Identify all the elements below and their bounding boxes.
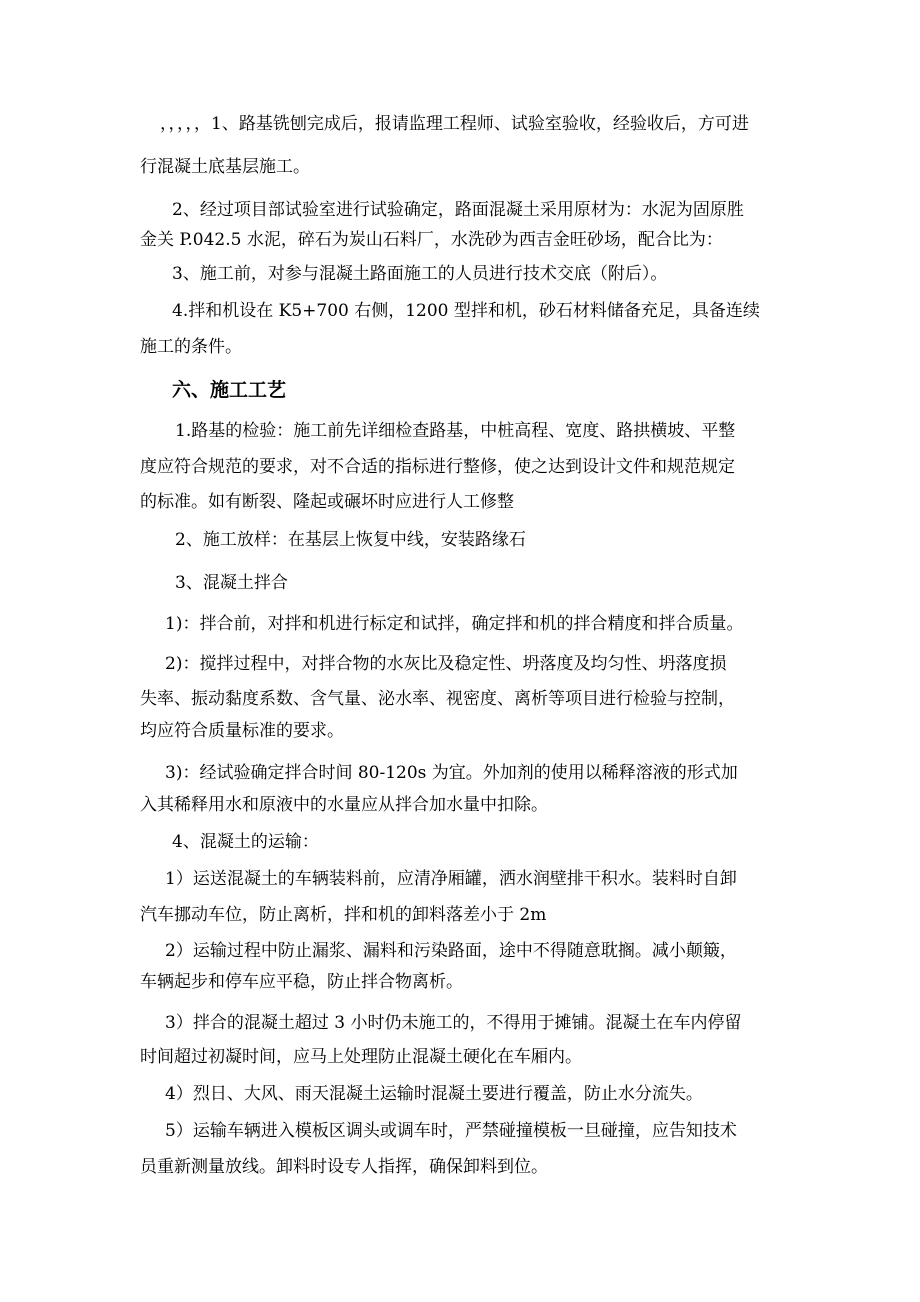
line-text: 4.拌和机设在 K5+700 右侧，1200 型拌和机，砂石材料储备充足，具备连续: [172, 301, 760, 321]
line-text: 3）拌合的混凝土超过 3 小时仍未施工的，不得用于摊铺。混凝土在车内停留: [165, 1013, 742, 1033]
heading-text: 六、施工工艺: [172, 379, 287, 401]
line-text: 车辆起步和停车应平稳，防止拌合物离析。: [140, 972, 463, 992]
line-text: 的标准。如有断裂、隆起或碾坏时应进行人工修整: [140, 492, 514, 512]
line-text: 2、施工放样：在基层上恢复中线，安装路缘石: [175, 530, 526, 550]
line-text: 度应符合规范的要求，对不合适的指标进行整修，使之达到设计文件和规范规定: [140, 457, 735, 477]
line-text: 时间超过初凝时间，应马上处理防止混凝土硬化在车厢内。: [140, 1047, 582, 1067]
line-text: 2）运输过程中防止漏浆、漏料和污染路面，途中不得随意耽搁。减小颠簸，: [165, 941, 737, 961]
line-text: 3、施工前，对参与混凝土路面施工的人员进行技术交底（附后）。: [172, 264, 668, 284]
line-text: 汽车挪动车位，防止离析，拌和机的卸料落差小于 2m: [140, 905, 547, 925]
line-text: 员重新测量放线。卸料时设专人指挥，确保卸料到位。: [140, 1157, 548, 1177]
line-text: 失率、振动黏度系数、含气量、泌水率、视密度、离析等项目进行检验与控制，: [140, 689, 735, 709]
line-text: 1.路基的检验：施工前先详细检查路基，中桩高程、宽度、路拱横坡、平整: [175, 421, 736, 441]
line-text: 1)：拌合前，对拌和机进行标定和试拌，确定拌和机的拌合精度和拌合质量。: [165, 614, 744, 634]
line-text: 2)：搅拌过程中，对拌合物的水灰比及稳定性、坍落度及均匀性、坍落度损: [165, 654, 727, 674]
line-text: 行混凝土底基层施工。: [140, 157, 310, 177]
line-text: 5）运输车辆进入模板区调头或调车时，严禁碰撞模板一旦碰撞，应告知技术: [165, 1121, 737, 1141]
line-text: 4、混凝土的运输：: [172, 832, 319, 852]
line-text: 金关 P.042.5 水泥，碎石为炭山石料厂，水洗砂为西吉金旺砂场，配合比为：: [140, 230, 723, 250]
line-text: 2、经过项目部试验室进行试验确定，路面混凝土采用原材为：水泥为固原胜: [172, 200, 744, 220]
line-text: 3)：经试验确定拌合时间 80-120s 为宜。外加剂的使用以稀释溶液的形式加: [165, 763, 738, 783]
line-text: 均应符合质量标准的要求。: [140, 721, 344, 741]
line-text: ，，，，，1、路基铣刨完成后，报请监理工程师、试验室验收，经验收后，方可进: [160, 114, 749, 134]
line-text: 3、混凝土拌合: [175, 573, 288, 593]
line-text: 4）烈日、大风、雨天混凝土运输时混凝土要进行覆盖，防止水分流失。: [165, 1084, 703, 1104]
line-text: 入其稀释用水和原液中的水量应从拌合加水量中扣除。: [140, 795, 548, 815]
line-text: 1）运送混凝土的车辆装料前，应清净厢罐，洒水润壁排干积水。装料时自卸: [165, 869, 737, 889]
line-text: 施工的条件。: [140, 337, 242, 357]
